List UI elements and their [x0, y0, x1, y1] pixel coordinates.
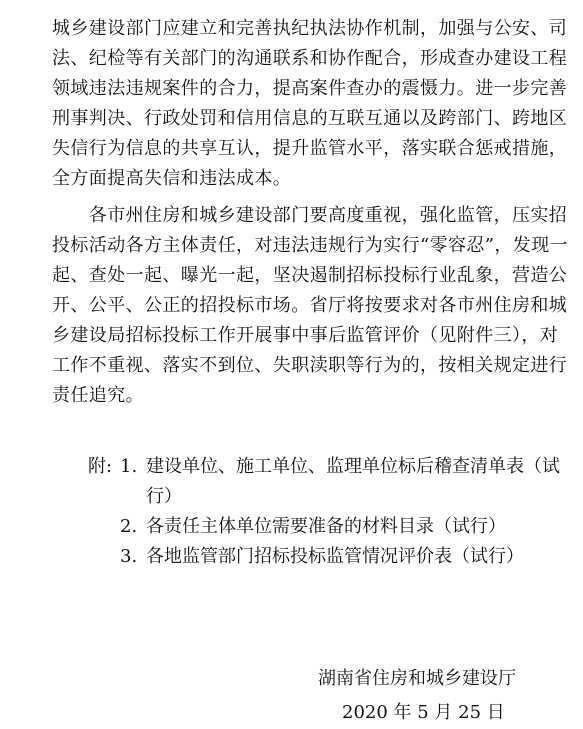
attachment-item-1-continued: 行）: [146, 486, 182, 507]
attachment-title: 各地监管部门招标投标监管情况评价表（试行）: [146, 546, 524, 567]
paragraph-line: 各市州住房和城乡建设部门要高度重视，强化监管，压实招: [52, 205, 568, 226]
attachment-item-2: [120, 512, 506, 542]
issuing-organization: 湖南省住房和城乡建设厅: [318, 668, 516, 689]
paragraph-line: 领域违法违规案件的合力，提高案件查办的震慑力。进一步完善: [52, 78, 568, 99]
attachment-item-1: [120, 452, 560, 482]
paragraph-line: 工作不重视、落实不到位、失职渎职等行为的，按相关规定进行: [52, 355, 568, 376]
paragraph-line: 投标活动各方主体责任，对违法违规行为实行“零容忍”，发现一: [52, 235, 569, 256]
paragraph-line: 全方面提高失信和违法成本。: [52, 168, 292, 189]
paragraph-line: 起、查处一起、曝光一起，坚决遏制招标投标行业乱象，营造公: [52, 265, 568, 286]
attachment-item-3: [120, 542, 524, 572]
attachment-number: 2.: [120, 516, 138, 537]
attachments-label: 附:: [88, 456, 113, 477]
issue-date: 2020 年 5 月 25 日: [342, 702, 505, 723]
attachment-title: 各责任主体单位需要准备的材料目录（试行）: [146, 516, 506, 537]
paragraph-line: 城乡建设部门应建立和完善执纪执法协作机制，加强与公安、司: [52, 18, 568, 39]
paragraph-line: 责任追究。: [52, 385, 144, 406]
paragraph-line: 失信行为信息的共享互认，提升监管水平，落实联合惩戒措施，: [52, 138, 568, 159]
paragraph-line: 法、纪检等有关部门的沟通联系和协作配合，形成查办建设工程: [52, 48, 568, 69]
paragraph-line: 刑事判决、行政处罚和信用信息的互联互通以及跨部门、跨地区: [52, 108, 568, 129]
paragraph-line: 乡建设局招标投标工作开展事中事后监管评价（见附件三），对: [52, 325, 559, 346]
attachment-number: 1.: [120, 456, 138, 477]
attachment-title: 建设单位、施工单位、监理单位标后稽查清单表（试: [146, 456, 560, 477]
paragraph-line: 开、公平、公正的招投标市场。省厅将按要求对各市州住房和城: [52, 295, 568, 316]
attachment-number: 3.: [120, 546, 138, 567]
